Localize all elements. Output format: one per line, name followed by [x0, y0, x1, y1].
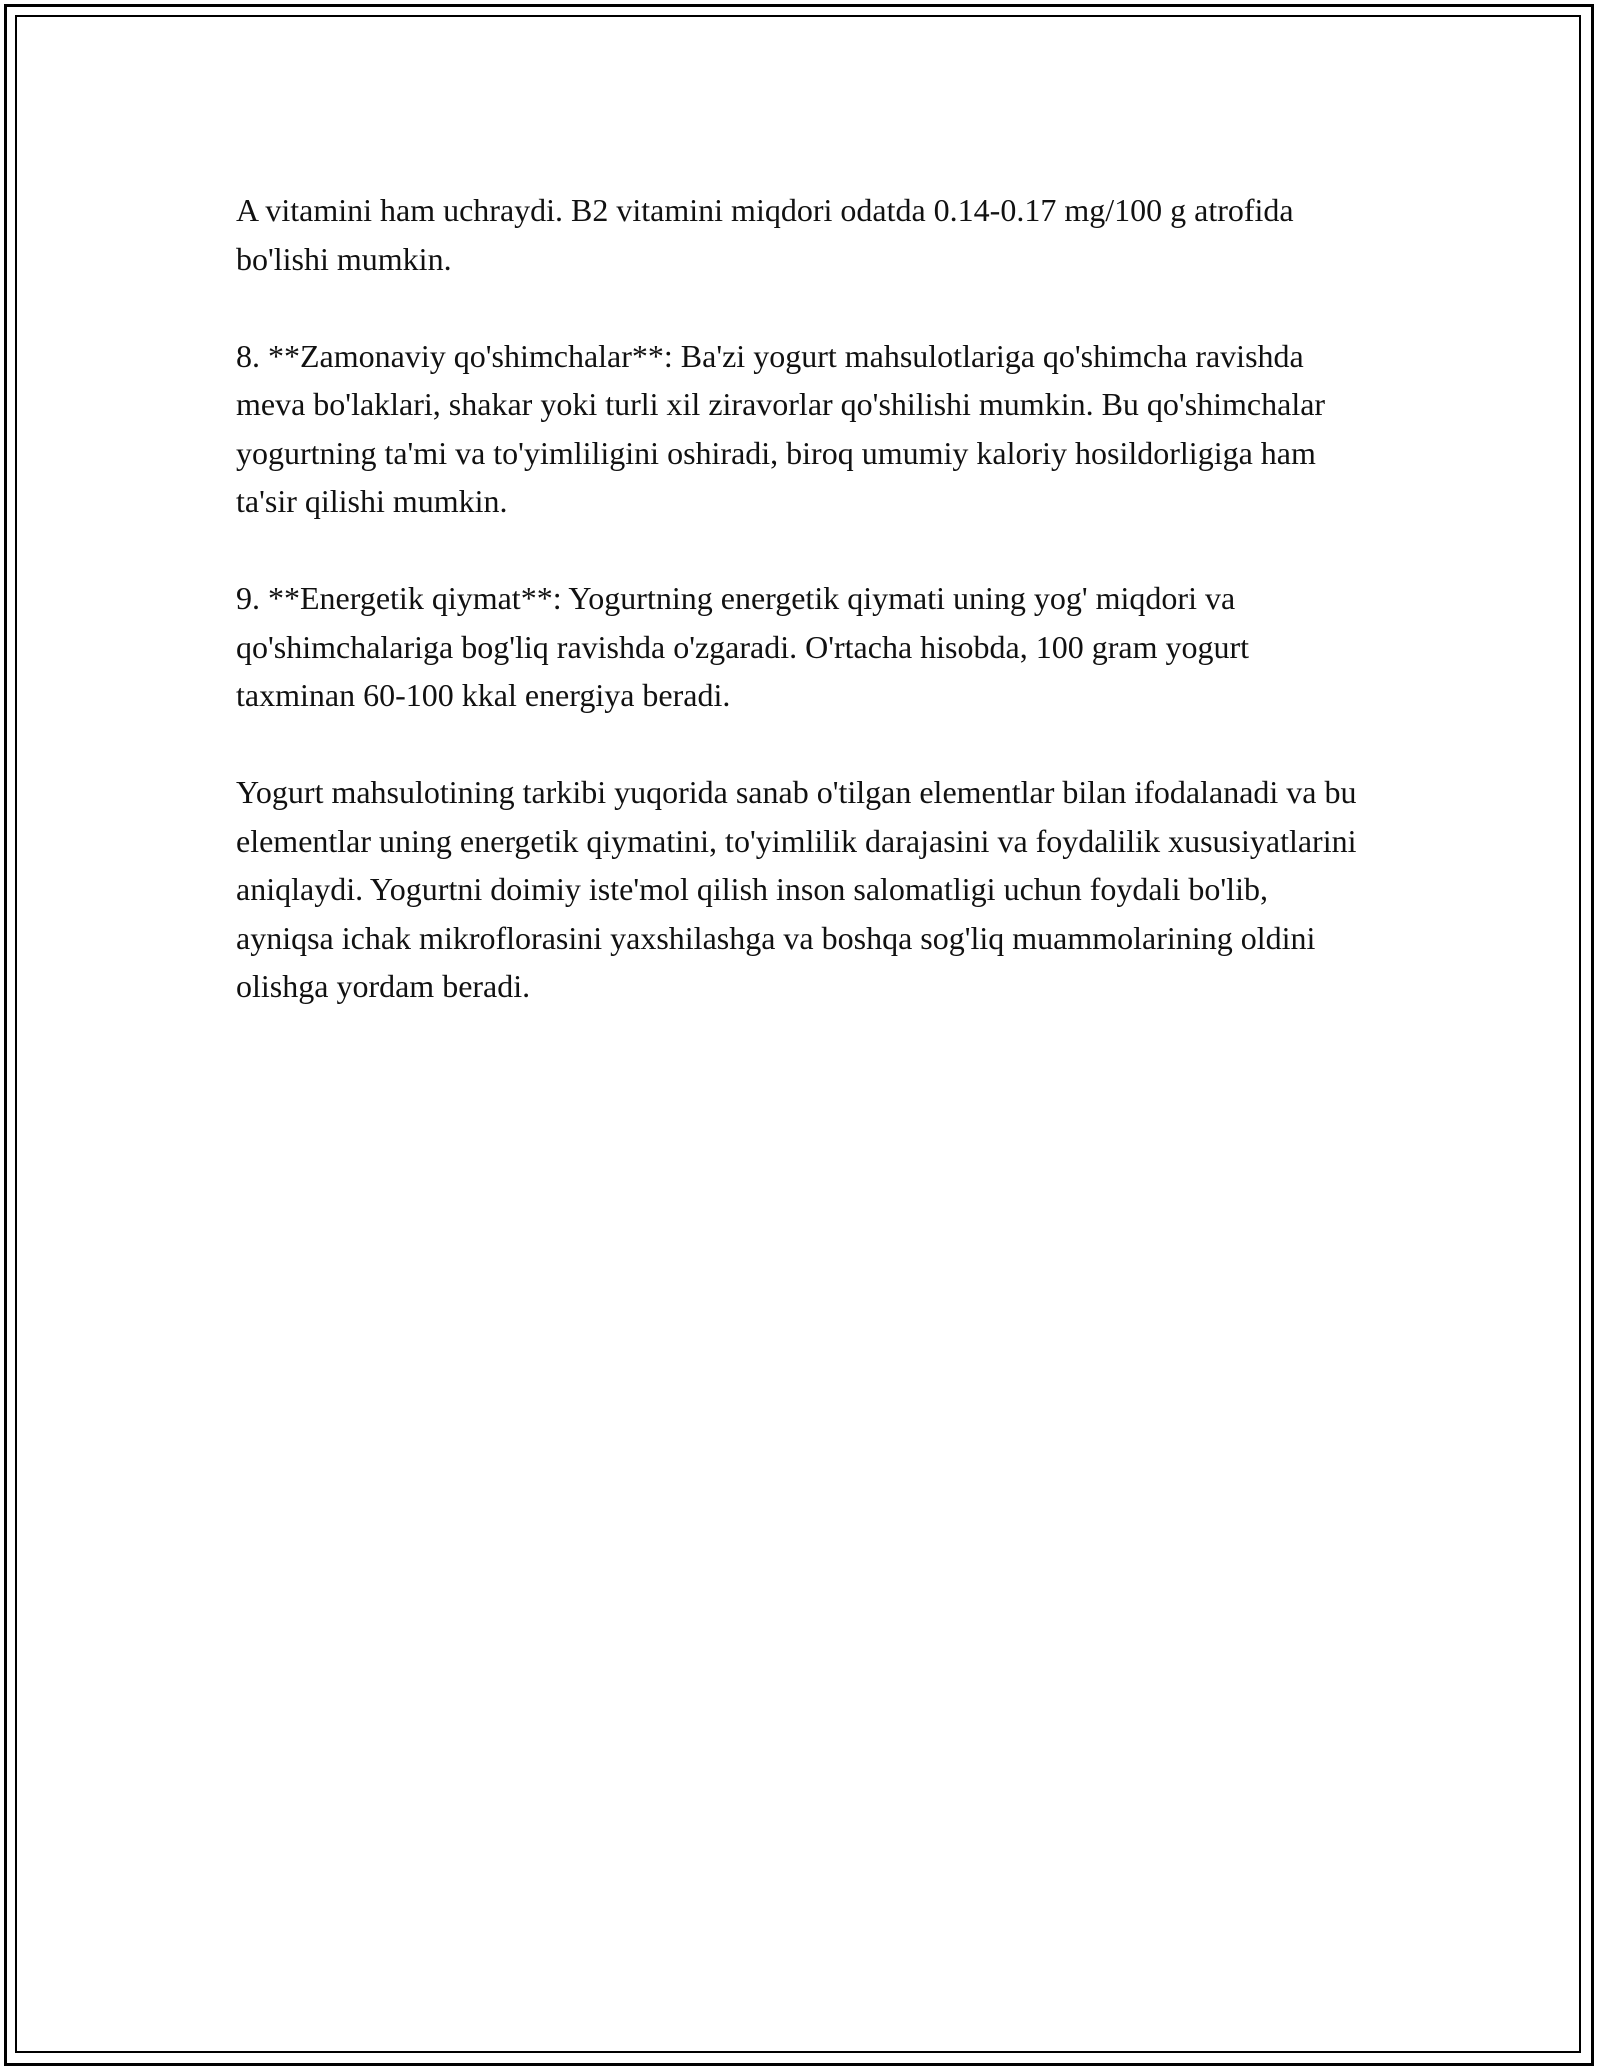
document-body — [236, 186, 1366, 1059]
paragraph-energy-value: 9. **Energetik qiymat**: Yogurtning energetik qiymati uning yog' miqdori va qo'shimchalariga bog'liq ravishda o'zgaradi. O'rtacha hisobda, 100 gram yogurt taxminan 60-100 kkal energiya beradi. — [236, 580, 1249, 713]
paragraph-conclusion: Yogurt mahsulotining tarkibi yuqorida sanab o'tilgan elementlar bilan ifodalanadi va bu elementlar uning energetik qiymatini, to'yimlilik darajasini va foydalilik xususiyatlarini aniqlaydi. Yogurtni doimiy iste'mol qilish inson salomatligi uchun foydali bo'lib, ayniqsa ichak mikroflorasini yaxshilashga va boshqa sog'liq muammolarining oldini olishga yordam beradi. — [236, 774, 1357, 1004]
paragraph-vitamin-b2: A vitamini ham uchraydi. B2 vitamini miqdori odatda 0.14-0.17 mg/100 g atrofida bo'lishi mumkin. — [236, 192, 1294, 277]
paragraph-additives: 8. **Zamonaviy qo'shimchalar**: Ba'zi yogurt mahsulotlariga qo'shimcha ravishda meva bo'laklari, shakar yoki turli xil ziravorlar qo'shilishi mumkin. Bu qo'shimchalar yogurtning ta'mi va to'yimliligini oshiradi, biroq umumiy kaloriy hosildorligiga ham ta'sir qilishi mumkin. — [236, 337, 1326, 519]
